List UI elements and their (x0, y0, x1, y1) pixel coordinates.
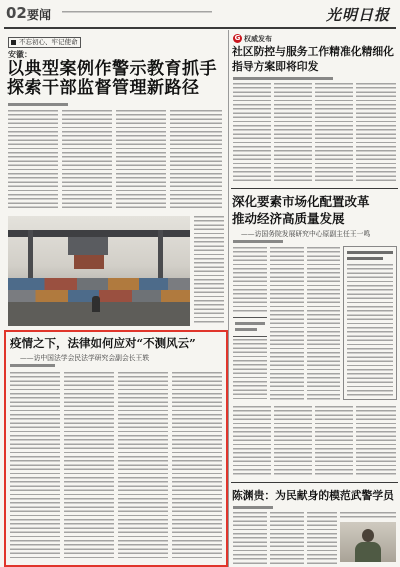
container-stack (8, 278, 190, 290)
article-epidemic-law[interactable] (4, 330, 228, 567)
column-tag-label: 权威发布 (244, 34, 272, 43)
headline-line-2: 探索干部监督管理新路径 (7, 78, 200, 98)
portrait-photo (340, 522, 396, 562)
headline: 疫情之下，法律如何应对“不测风云” (10, 336, 196, 350)
body-text (270, 247, 304, 401)
body-text (307, 512, 337, 566)
lifted-container (74, 255, 104, 269)
section-rule (231, 188, 398, 189)
body-text (172, 372, 222, 560)
subtitle: ——访中国法学会民法学研究会副会长王轶 (20, 354, 150, 362)
body-text (116, 110, 166, 210)
sidebar-box (343, 246, 397, 400)
body-text (233, 512, 267, 566)
byline (10, 364, 55, 367)
headline-line-2: 指导方案即将印发 (232, 60, 319, 73)
worker-figure (92, 296, 100, 312)
port-container-photo (8, 216, 190, 326)
sidebar-heading (347, 257, 383, 260)
body-text (270, 512, 304, 566)
body-text (233, 339, 267, 401)
column-divider (228, 30, 229, 567)
photo-caption-text (194, 216, 224, 324)
article-community[interactable] (231, 30, 398, 186)
byline (233, 240, 283, 243)
body-text (10, 372, 60, 560)
byline (233, 77, 333, 80)
page-number: 02 (6, 4, 27, 22)
body-text (340, 512, 396, 520)
headline-line-1: 深化要素市场化配置改革 (232, 194, 370, 209)
column-tag (8, 37, 81, 48)
portrait-uniform (355, 542, 381, 562)
newspaper-logo: 光明日报 (326, 6, 391, 24)
headline-line-1: 以典型案例作警示教育抓手 (7, 59, 217, 79)
portrait-head (362, 529, 374, 542)
article-anhui[interactable] (4, 32, 226, 328)
body-text (274, 406, 312, 476)
header-rule (4, 27, 396, 29)
body-text (64, 372, 114, 560)
body-text (315, 83, 353, 183)
body-text (233, 83, 271, 183)
sidebar-heading (347, 251, 393, 254)
section-rule (231, 482, 398, 483)
body-text (274, 83, 312, 183)
headline-line-2: 推动经济高质量发展 (232, 211, 345, 226)
authority-release-icon: G (234, 34, 241, 42)
sidebar-text (347, 264, 393, 396)
article-factor-market[interactable] (231, 190, 398, 480)
body-text (233, 247, 267, 313)
pull-quote-box (233, 317, 267, 337)
column-tag-label: 不忘初心、牢记使命 (19, 38, 78, 46)
header-meta-text (62, 11, 212, 14)
subtitle: ——访国务院发展研究中心原副主任王一鸣 (241, 230, 371, 238)
article-kicker: 安徽： (8, 49, 32, 59)
body-text (8, 110, 58, 210)
byline (8, 103, 68, 106)
body-text (356, 83, 396, 183)
pull-quote-text (235, 328, 257, 331)
body-text (356, 406, 396, 476)
tag-square-icon (11, 40, 16, 45)
body-text (307, 247, 340, 401)
body-text (62, 110, 112, 210)
body-text (233, 406, 271, 476)
body-text (170, 110, 222, 210)
crane-trolley (68, 237, 108, 255)
body-text (118, 372, 168, 560)
body-text (315, 406, 353, 476)
headline-line-1: 社区防控与服务工作精准化精细化 (232, 45, 394, 58)
article-chen[interactable] (231, 484, 398, 567)
headline: 陈渊贵：为民献身的模范武警学员 (232, 489, 394, 502)
pull-quote-text (235, 322, 265, 325)
section-title: 要闻 (27, 8, 52, 22)
byline (233, 506, 273, 509)
